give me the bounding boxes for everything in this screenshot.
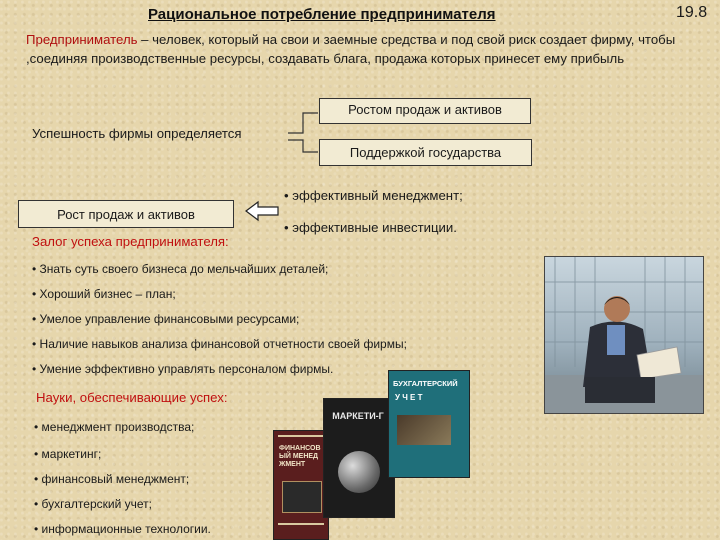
science-item: • финансовый менеджмент; [34, 472, 190, 486]
growth-box-label: Рост продаж и активов [57, 207, 195, 222]
accounting-book-title: БУХГАЛТЕРСКИЙ [393, 379, 458, 388]
success-label: Успешность фирмы определяется [32, 126, 242, 141]
key-item: • Умелое управление финансовыми ресурсами; [32, 312, 300, 326]
finance-book-cover [273, 430, 329, 540]
definition-term: Предприниматель [26, 32, 138, 47]
connector-to-support [288, 140, 318, 152]
growth-bullet: • эффективный менеджмент; [284, 188, 463, 203]
key-item: • Умение эффективно управлять персоналом фирмы. [32, 362, 334, 376]
left-arrow-icon [246, 202, 278, 220]
state-support-box-label: Поддержкой государства [349, 145, 502, 160]
science-item: • бухгалтерский учет; [34, 497, 152, 511]
finance-book-title: ФИНАНСОВЫЙ МЕНЕДЖМЕНТ [279, 445, 321, 468]
definition-text: – человек, который на свои и заемные средства и под свой риск создает фирму, чтобы ,соединяя производственные ресурсы, создавать блага, продажа которых принесет ему прибыль [26, 32, 676, 66]
finance-book-picture [282, 481, 322, 513]
globe-icon [338, 451, 380, 493]
science-item: • информационные технологии. [34, 522, 211, 536]
accounting-book-picture [397, 415, 451, 445]
science-item: • менеджмент производства; [34, 420, 195, 434]
growth-box [18, 200, 234, 228]
science-item: • маркетинг; [34, 447, 102, 461]
connector-to-sales [288, 113, 318, 133]
key-item: • Знать суть своего бизнеса до мельчайших деталей; [32, 262, 329, 276]
sales-growth-box-label: Ростом продаж и активов [348, 102, 502, 117]
marketing-book-title: МАРКЕТИ-Г [332, 411, 384, 421]
growth-bullet: • эффективные инвестиции. [284, 220, 457, 235]
slide-number: 19.8 [676, 4, 708, 21]
accounting-book-subtitle: У Ч Е Т [395, 393, 423, 402]
sciences-heading: Науки, обеспечивающие успех: [36, 390, 228, 405]
businessman-illustration [545, 257, 703, 413]
page-title: Рациональное потребление предпринимателя [148, 6, 496, 23]
businessman-photo [544, 256, 704, 414]
marketing-book-cover [323, 398, 395, 518]
accounting-book-cover [388, 370, 470, 478]
success-key-heading: Залог успеха предпринимателя: [32, 234, 229, 249]
key-item: • Наличие навыков анализа финансовой отчетности своей фирмы; [32, 337, 407, 351]
key-item: • Хороший бизнес – план; [32, 287, 176, 301]
